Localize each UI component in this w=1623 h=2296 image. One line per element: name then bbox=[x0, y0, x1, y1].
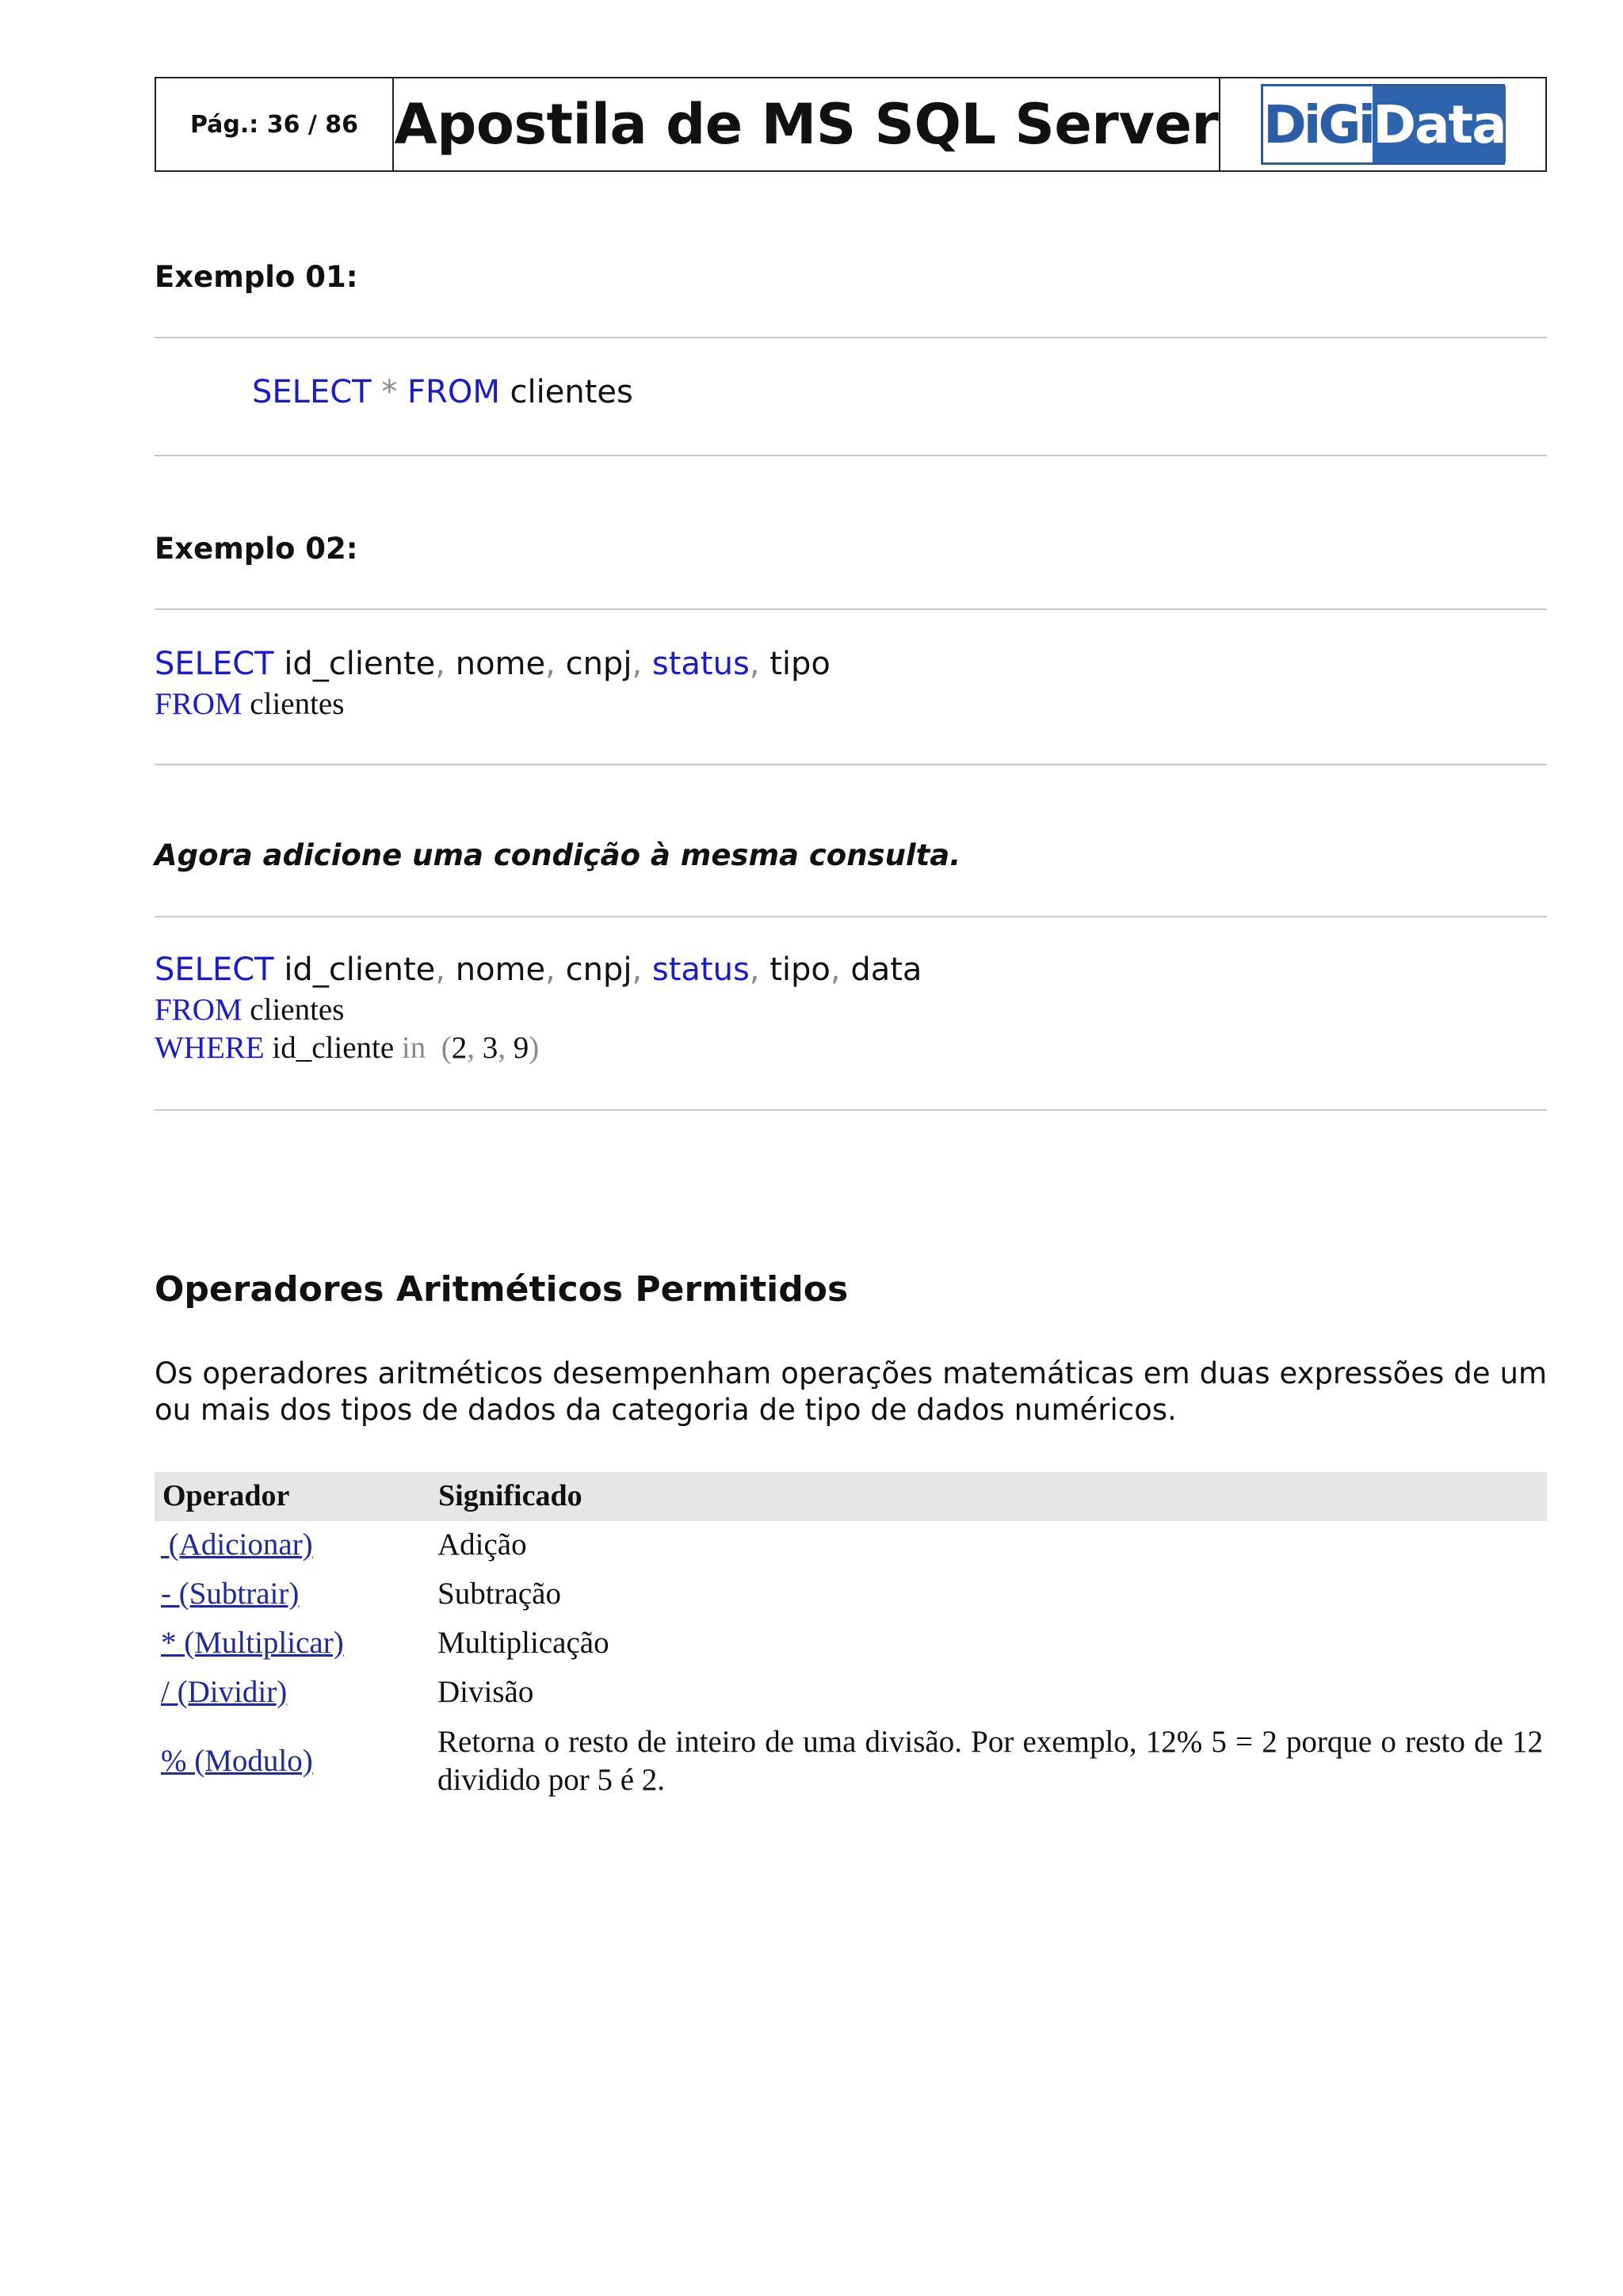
divider bbox=[155, 608, 1547, 610]
document-title: Apostila de MS SQL Server bbox=[394, 78, 1220, 170]
sql-star: * bbox=[381, 374, 398, 410]
divider bbox=[155, 455, 1547, 456]
sql-keyword: SELECT bbox=[155, 952, 274, 988]
sql-table: clientes bbox=[510, 374, 633, 410]
operator-link-add[interactable]: (Adicionar) bbox=[161, 1527, 313, 1562]
sql-column: nome bbox=[455, 646, 546, 682]
example-03-code-line3: WHERE id_cliente in (2, 3, 9) bbox=[155, 1031, 540, 1065]
sql-column: cnpj bbox=[565, 952, 632, 988]
example-02-code-line1: SELECT id_cliente, nome, cnpj, status, tipo bbox=[155, 646, 831, 682]
logo-text-left: DiGi bbox=[1263, 86, 1373, 162]
meaning-divide: Divisão bbox=[437, 1675, 534, 1709]
divider bbox=[155, 1109, 1547, 1111]
sql-value: 3 bbox=[482, 1031, 498, 1065]
sql-column: id_cliente bbox=[284, 952, 436, 988]
sql-column: id_cliente bbox=[284, 646, 436, 682]
sql-operator: in bbox=[401, 1031, 426, 1065]
operator-link-modulo[interactable]: % (Modulo) bbox=[161, 1744, 313, 1778]
sql-column: cnpj bbox=[565, 646, 632, 682]
example-02-label: Exemplo 02: bbox=[155, 532, 358, 566]
table-header-row bbox=[155, 1472, 1547, 1521]
example-01-label: Exemplo 01: bbox=[155, 260, 358, 294]
example-03-code-line1: SELECT id_cliente, nome, cnpj, status, tipo, data bbox=[155, 952, 922, 988]
example-03-code-line2 bbox=[155, 992, 344, 1028]
condition-note: Agora adicione uma condição à mesma consulta. bbox=[155, 838, 961, 872]
sql-column: data bbox=[850, 952, 922, 988]
sql-value: 2 bbox=[451, 1031, 468, 1065]
sql-column: nome bbox=[455, 952, 546, 988]
divider bbox=[155, 337, 1547, 338]
divider bbox=[155, 764, 1547, 765]
meaning-multiply: Multiplicação bbox=[437, 1626, 609, 1660]
operator-link-subtract[interactable]: - (Subtrair) bbox=[161, 1577, 300, 1611]
example-01-code bbox=[252, 374, 633, 410]
section-paragraph: Os operadores aritméticos desempenham operações matemáticas em duas expressões de um ou mais dos tipos de dados da categoria de tipo de dados numéricos. bbox=[155, 1356, 1547, 1427]
operator-link-divide[interactable]: / (Dividir) bbox=[161, 1675, 288, 1709]
section-title: Operadores Aritméticos Permitidos bbox=[155, 1269, 849, 1310]
meaning-add: Adição bbox=[437, 1527, 527, 1562]
example-02-code-line2 bbox=[155, 686, 344, 722]
sql-keyword: FROM bbox=[407, 374, 500, 410]
page-header bbox=[155, 77, 1547, 172]
sql-keyword: FROM bbox=[155, 687, 242, 721]
digidata-logo bbox=[1261, 84, 1505, 165]
sql-keyword: SELECT bbox=[155, 646, 274, 682]
page-number: Pág.: 36 / 86 bbox=[156, 78, 394, 170]
sql-keyword: FROM bbox=[155, 993, 242, 1027]
sql-column: id_cliente bbox=[272, 1031, 395, 1065]
meaning-modulo: Retorna o resto de inteiro de uma divisão. Por exemplo, 12% 5 = 2 porque o resto de 12 dividido por 5 é 2. bbox=[437, 1725, 1543, 1797]
logo-cell bbox=[1220, 78, 1545, 170]
sql-column: status bbox=[651, 952, 750, 988]
meaning-subtract: Subtração bbox=[437, 1577, 561, 1611]
sql-table: clientes bbox=[250, 993, 345, 1027]
sql-table: clientes bbox=[250, 687, 345, 721]
divider bbox=[155, 916, 1547, 917]
table-header-meaning: Significado bbox=[438, 1479, 582, 1512]
sql-keyword: SELECT bbox=[252, 374, 372, 410]
sql-column: status bbox=[651, 646, 750, 682]
operator-link-multiply[interactable]: * (Multiplicar) bbox=[161, 1626, 344, 1660]
sql-value: 9 bbox=[513, 1031, 529, 1065]
sql-column: tipo bbox=[769, 952, 831, 988]
logo-text-right: Data bbox=[1373, 86, 1505, 162]
table-header-operator: Operador bbox=[162, 1479, 290, 1512]
sql-column: tipo bbox=[769, 646, 831, 682]
sql-keyword: WHERE bbox=[155, 1031, 265, 1065]
